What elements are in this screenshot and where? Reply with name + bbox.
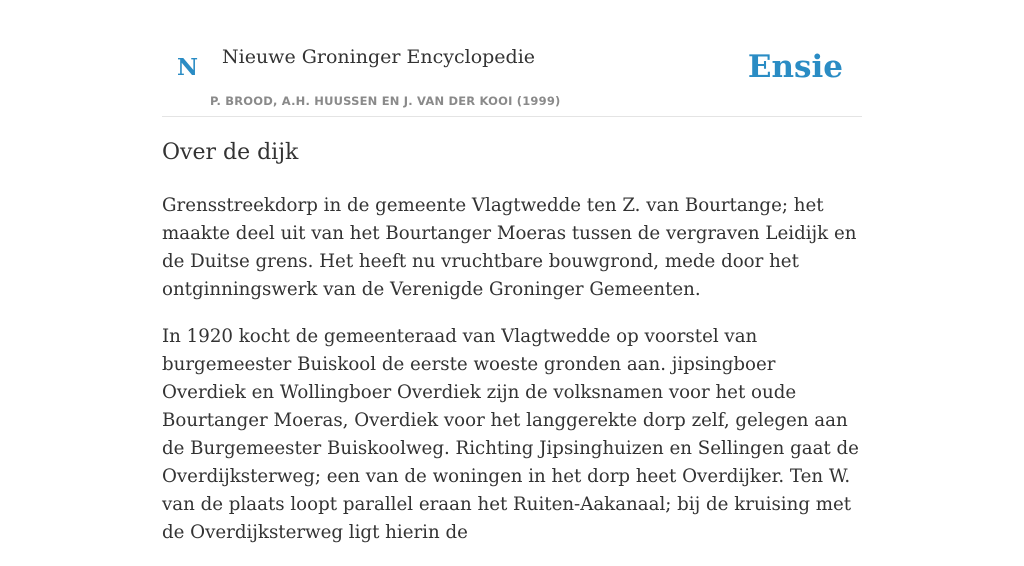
paragraph-2: In 1920 kocht de gemeenteraad van Vlagtwedde op voorstel van burgemeester Buiskool de eerste woeste gronden aan. jipsingboer Overdiek en Wollingboer Overdiek zijn de volksnamen voor het oude Bourtanger Moeras, Overdiek voor het langgerekte dorp zelf, gelegen aan de Burgemeester Buiskoolweg. Richting Jipsinghuizen en Sellingen gaat de Overdijksterweg; een van de woningen in het dorp heet Overdijker. Ten W. van de plaats loopt parallel eraan het Ruiten-Aakanaal; bij de kruising met de Overdijksterweg ligt hierin de: [162, 326, 859, 543]
entry-body: [162, 192, 862, 566]
ensie-brand-logo[interactable]: Ensie: [747, 49, 843, 85]
encyclopedia-logo[interactable]: N: [177, 54, 199, 81]
page-header: [162, 0, 862, 117]
book-authors: P. BROOD, A.H. HUUSSEN EN J. VAN DER KOOI (1999): [210, 94, 561, 108]
book-title[interactable]: Nieuwe Groninger Encyclopedie: [222, 46, 536, 68]
entry-title: Over de dijk: [162, 140, 299, 165]
page-container: [162, 0, 862, 543]
paragraph-1: Grensstreekdorp in de gemeente Vlagtwedde ten Z. van Bourtange; het maakte deel uit van het Bourtanger Moeras tussen de vergraven Leidijk en de Duitse grens. Het heeft nu vruchtbare bouwgrond, mede door het ontginningswerk van de Verenigde Groninger Gemeenten.: [162, 195, 857, 300]
